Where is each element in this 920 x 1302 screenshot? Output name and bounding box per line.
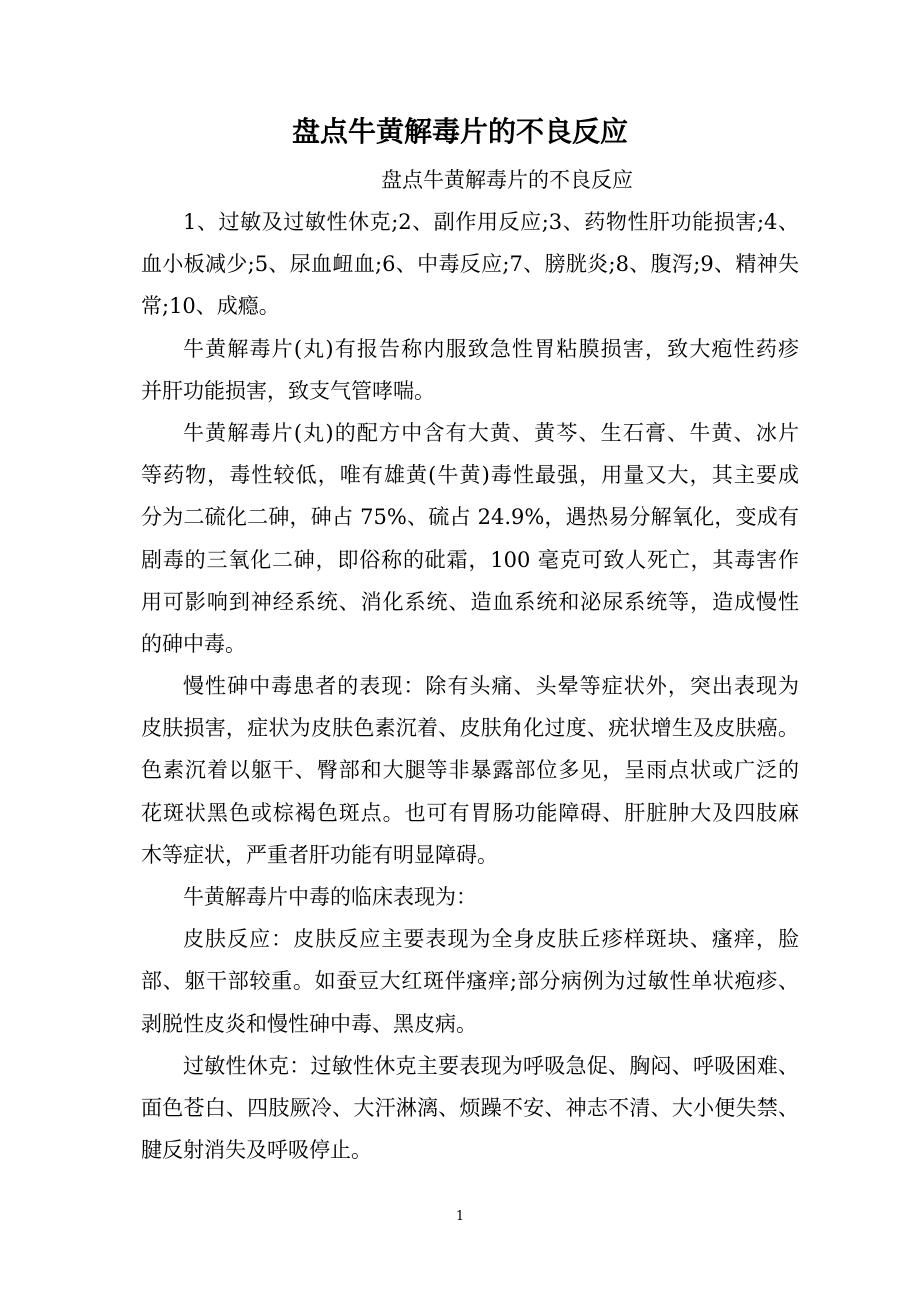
paragraph-line: 血小板减少;5、尿血衄血;6、中毒反应;7、膀胱炎;8、腹泻;9、精神失 [141,252,799,277]
document-subtitle: 盘点牛黄解毒片的不良反应 [381,168,633,192]
paragraph [141,918,799,1045]
paragraph-line: 牛黄解毒片中毒的临床表现为： [183,885,477,909]
paragraph-line: 过敏性休克：过敏性休克主要表现为呼吸急促、胸闷、呼吸困难、 [183,1053,799,1078]
paragraph-line: 用可影响到神经系统、消化系统、造血系统和泌尿系统等，造成慢性 [141,589,799,614]
paragraph-line: 分为二硫化二砷，砷占 75%、硫占 24.9%，遇热易分解氧化，变成有 [141,505,799,530]
paragraph-line: 并肝功能损害，致支气管哮喘。 [141,378,435,403]
paragraph [141,876,799,918]
paragraph-line: 皮肤反应：皮肤反应主要表现为全身皮肤丘疹样斑块、瘙痒，脸 [183,927,799,952]
page-number: 1 [455,1209,465,1224]
paragraph [141,1045,799,1172]
paragraph-line: 剧毒的三氧化二砷，即俗称的砒霜，100 毫克可致人死亡，其毒害作 [141,547,799,572]
paragraph-line: 的砷中毒。 [141,631,246,656]
paragraph-line: 剥脱性皮炎和慢性砷中毒、黑皮病。 [141,1011,477,1036]
paragraph-line: 皮肤损害，症状为皮肤色素沉着、皮肤角化过度、疣状增生及皮肤癌。 [141,716,799,741]
paragraph-line: 腱反射消失及呼吸停止。 [141,1138,372,1163]
paragraph-line: 色素沉着以躯干、臀部和大腿等非暴露部位多见，呈雨点状或广泛的 [141,758,799,783]
paragraph-line: 花斑状黑色或棕褐色斑点。也可有胃肠功能障碍、肝脏肿大及四肢麻 [141,800,799,825]
paragraph-line: 木等症状，严重者肝功能有明显障碍。 [141,842,498,867]
paragraph-line: 慢性砷中毒患者的表现：除有头痛、头晕等症状外，突出表现为 [183,674,799,699]
paragraph [141,665,799,876]
paragraph-line: 1、过敏及过敏性休克;2、副作用反应;3、药物性肝功能损害;4、 [183,210,799,234]
paragraph [141,201,799,328]
paragraph [141,412,799,665]
paragraph-line: 等药物，毒性较低，唯有雄黄(牛黄)毒性最强，用量又大，其主要成 [141,463,799,488]
document-title: 盘点牛黄解毒片的不良反应 [291,115,628,148]
paragraph [141,328,799,412]
paragraph-line: 常;10、成瘾。 [141,294,280,319]
paragraph-line: 面色苍白、四肢厥冷、大汗淋漓、烦躁不安、神志不清、大小便失禁、 [141,1095,799,1120]
paragraph-line: 牛黄解毒片(丸)的配方中含有大黄、黄芩、生石膏、牛黄、冰片 [183,420,799,445]
paragraph-line: 牛黄解毒片(丸)有报告称内服致急性胃粘膜损害，致大疱性药疹 [183,336,799,361]
paragraph-line: 部、躯干部较重。如蚕豆大红斑伴瘙痒;部分病例为过敏性单状疱疹、 [141,969,799,994]
document-body [141,201,799,1171]
